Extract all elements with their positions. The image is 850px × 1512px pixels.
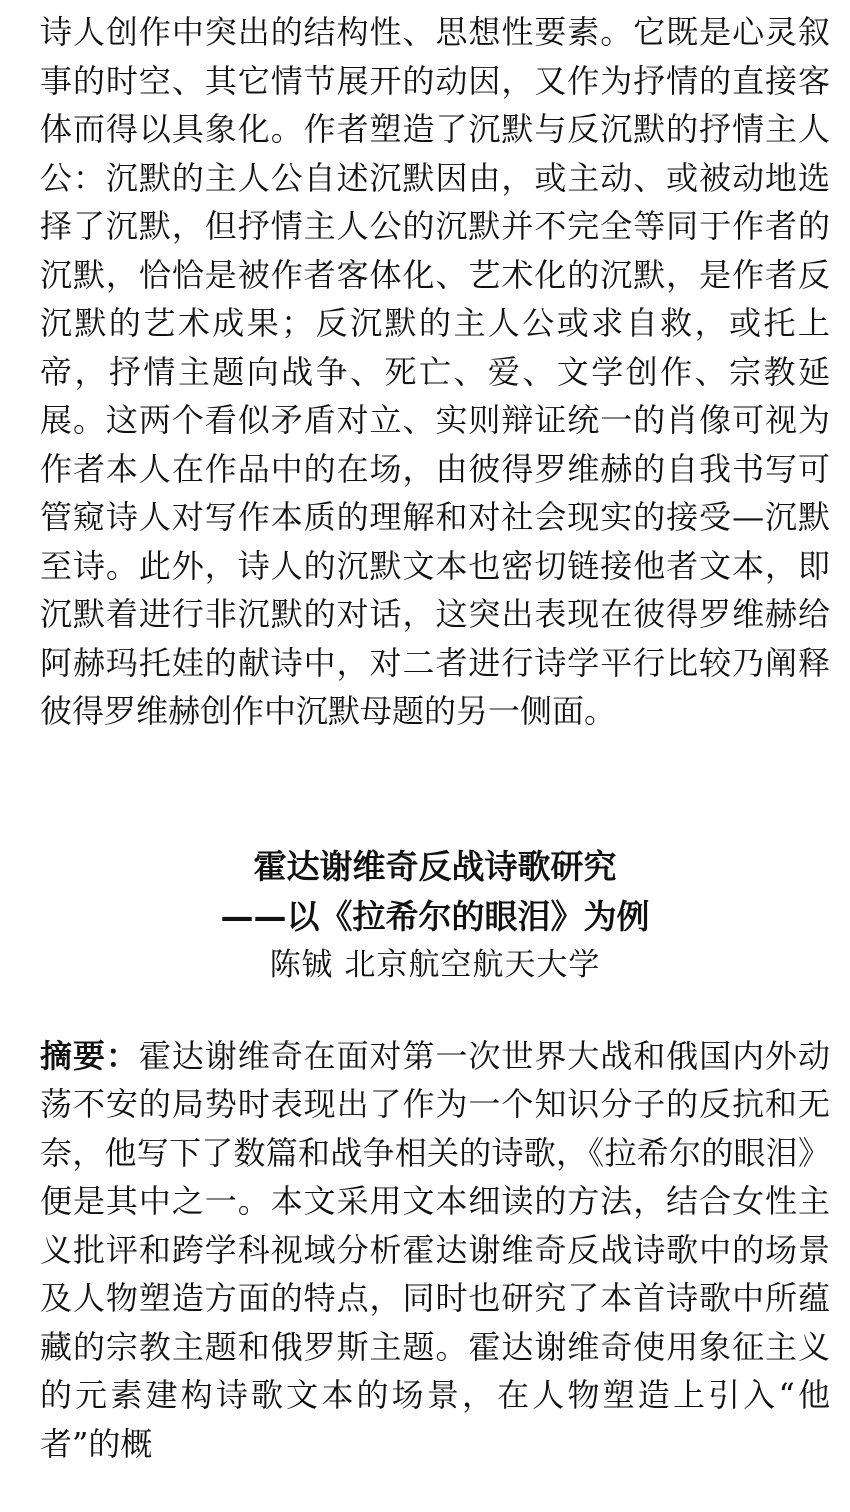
abstract-label: 摘要：: [40, 1036, 139, 1075]
document-page: [40, 8, 830, 1468]
previous-abstract-paragraph: 诗人创作中突出的结构性、思想性要素。它既是心灵叙事的时空、其它情节展开的动因，又作为抒情的直接客体而得以具象化。作者塑造了沉默与反沉默的抒情主人公：沉默的主人公自述沉默因由，或主动、或被动地选择了沉默，但抒情主人公的沉默并不完全等同于作者的沉默，恰恰是被作者客体化、艺术化的沉默，是作者反沉默的艺术成果；反沉默的主人公或求自救，或托上帝，抒情主题向战争、死亡、爱、文学创作、宗教延展。这两个看似矛盾对立、实则辩证统一的肖像可视为作者本人在作品中的在场，由彼得罗维赫的自我书写可管窥诗人对写作本质的理解和对社会现实的接受—沉默至诗。此外，诗人的沉默文本也密切链接他者文本，即沉默着进行非沉默的对话，这突出表现在彼得罗维赫给阿赫玛托娃的献诗中，对二者进行诗学平行比较乃阐释彼得罗维赫创作中沉默母题的另一侧面。: [40, 13, 830, 730]
article-title: 霍达谢维奇反战诗歌研究: [253, 846, 617, 886]
abstract-paragraph: [40, 1032, 830, 1469]
header-gap: [40, 988, 830, 1032]
section-gap: [40, 736, 830, 842]
article-subtitle: ——以《拉希尔的眼泪》为例: [220, 896, 650, 936]
author-affiliation: 陈铖 北京航空航天大学: [269, 946, 601, 983]
abstract-text: 霍达谢维奇在面对第一次世界大战和俄国内外动荡不安的局势时表现出了作为一个知识分子的反抗和无奈，他写下了数篇和战争相关的诗歌，《拉希尔的眼泪》便是其中之一。本文采用文本细读的方法，结合女性主义批评和跨学科视域分析霍达谢维奇反战诗歌中的场景及人物塑造方面的特点，同时也研究了本首诗歌中所蕴藏的宗教主题和俄罗斯主题。霍达谢维奇使用象征主义的元素建构诗歌文本的场景，在人物塑造上引入“他者”的概: [40, 1036, 830, 1463]
